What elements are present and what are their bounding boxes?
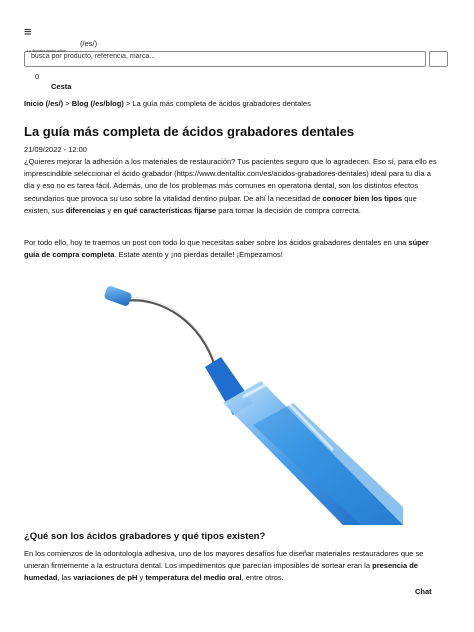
- breadcrumb-current: La guía más completa de ácidos grabadores dentales: [132, 99, 311, 108]
- bold-text: conocer bien los tipos: [322, 193, 403, 203]
- cart-count: 0: [35, 72, 40, 81]
- paragraph-text: Por todo ello, hoy te traemos un post con todo lo que necesitas saber sobre los ácidos grabadores dentales en una: [24, 238, 409, 247]
- bold-text: variaciones de pH: [73, 573, 138, 583]
- needle-shape: [123, 300, 215, 367]
- breadcrumb-separator: >: [63, 99, 72, 108]
- paragraph-text: . Estate atento y ¡no pierdas detalle! ¡Empezamos!: [114, 250, 283, 260]
- paragraph-text: y: [105, 205, 114, 215]
- cart-link[interactable]: Cesta: [51, 82, 72, 91]
- breadcrumb: [24, 99, 311, 108]
- page-title: La guía más completa de ácidos grabadores dentales: [24, 124, 355, 139]
- needle-highlight: [124, 297, 216, 365]
- breadcrumb-separator: >: [123, 99, 133, 108]
- bold-text: en qué características fijarse: [113, 205, 217, 215]
- second-paragraph: [24, 237, 440, 261]
- paragraph-text: que existen, sus: [24, 193, 417, 215]
- bold-text: diferencias: [65, 205, 106, 215]
- section-heading: ¿Qué son los ácidos grabadores y qué tipos existen?: [24, 531, 266, 542]
- bold-text: temperatura del medio oral: [145, 573, 242, 583]
- publish-date: 21/09/2022 - 12:00: [24, 145, 87, 154]
- search-input[interactable]: [31, 53, 411, 60]
- syringe-tip-cap: [103, 285, 132, 307]
- paragraph-text: , entre otros.: [241, 573, 284, 583]
- syringe-image: [93, 285, 403, 525]
- hamburger-menu-icon[interactable]: ≡: [24, 24, 32, 39]
- bold-text: súper guía de compra completa: [24, 238, 429, 260]
- breadcrumb-home[interactable]: Inicio (/es/): [24, 99, 64, 108]
- paragraph-text: En los comienzos de la odontología adhesiva, uno de los mayores desafíos fue diseñar materiales restauradores que se unieran firmemente a la estructura dental. Los impedimentos que parecían imposibles de sortear eran la: [24, 549, 424, 571]
- search-tag-label: La depósito dental online: [27, 49, 66, 53]
- search-button[interactable]: [429, 51, 448, 67]
- home-link[interactable]: (/es/): [80, 39, 98, 48]
- paragraph-text: para tomar la decisión de compra correcta.: [216, 205, 361, 215]
- paragraph-text: y: [137, 573, 146, 583]
- paragraph-text: ¿Quieres mejorar la adhesión a los materiales de restauración? Tus pacientes seguro que lo agradecen. Eso sí, para ello es imprescindible seleccionar el ácido grabador (https://www.dentaltix.com/es/acidos-grabadores-dentales) ideal para tu día a día y eso no es tarea fácil. Además, uno de los problemas más comunes en operatoria dental, son los distintos efectos secundarios que provoca su uso sobre la vitalidad dentino pulpar. De ahí la necesidad de: [24, 157, 437, 203]
- section-paragraph: [24, 548, 440, 585]
- bold-text: presencia de humedad: [24, 561, 418, 583]
- intro-paragraph: [24, 156, 440, 217]
- paragraph-text: , las: [57, 573, 74, 583]
- breadcrumb-blog[interactable]: Blog (/es/blog): [71, 99, 124, 108]
- chat-button[interactable]: Chat: [415, 587, 432, 596]
